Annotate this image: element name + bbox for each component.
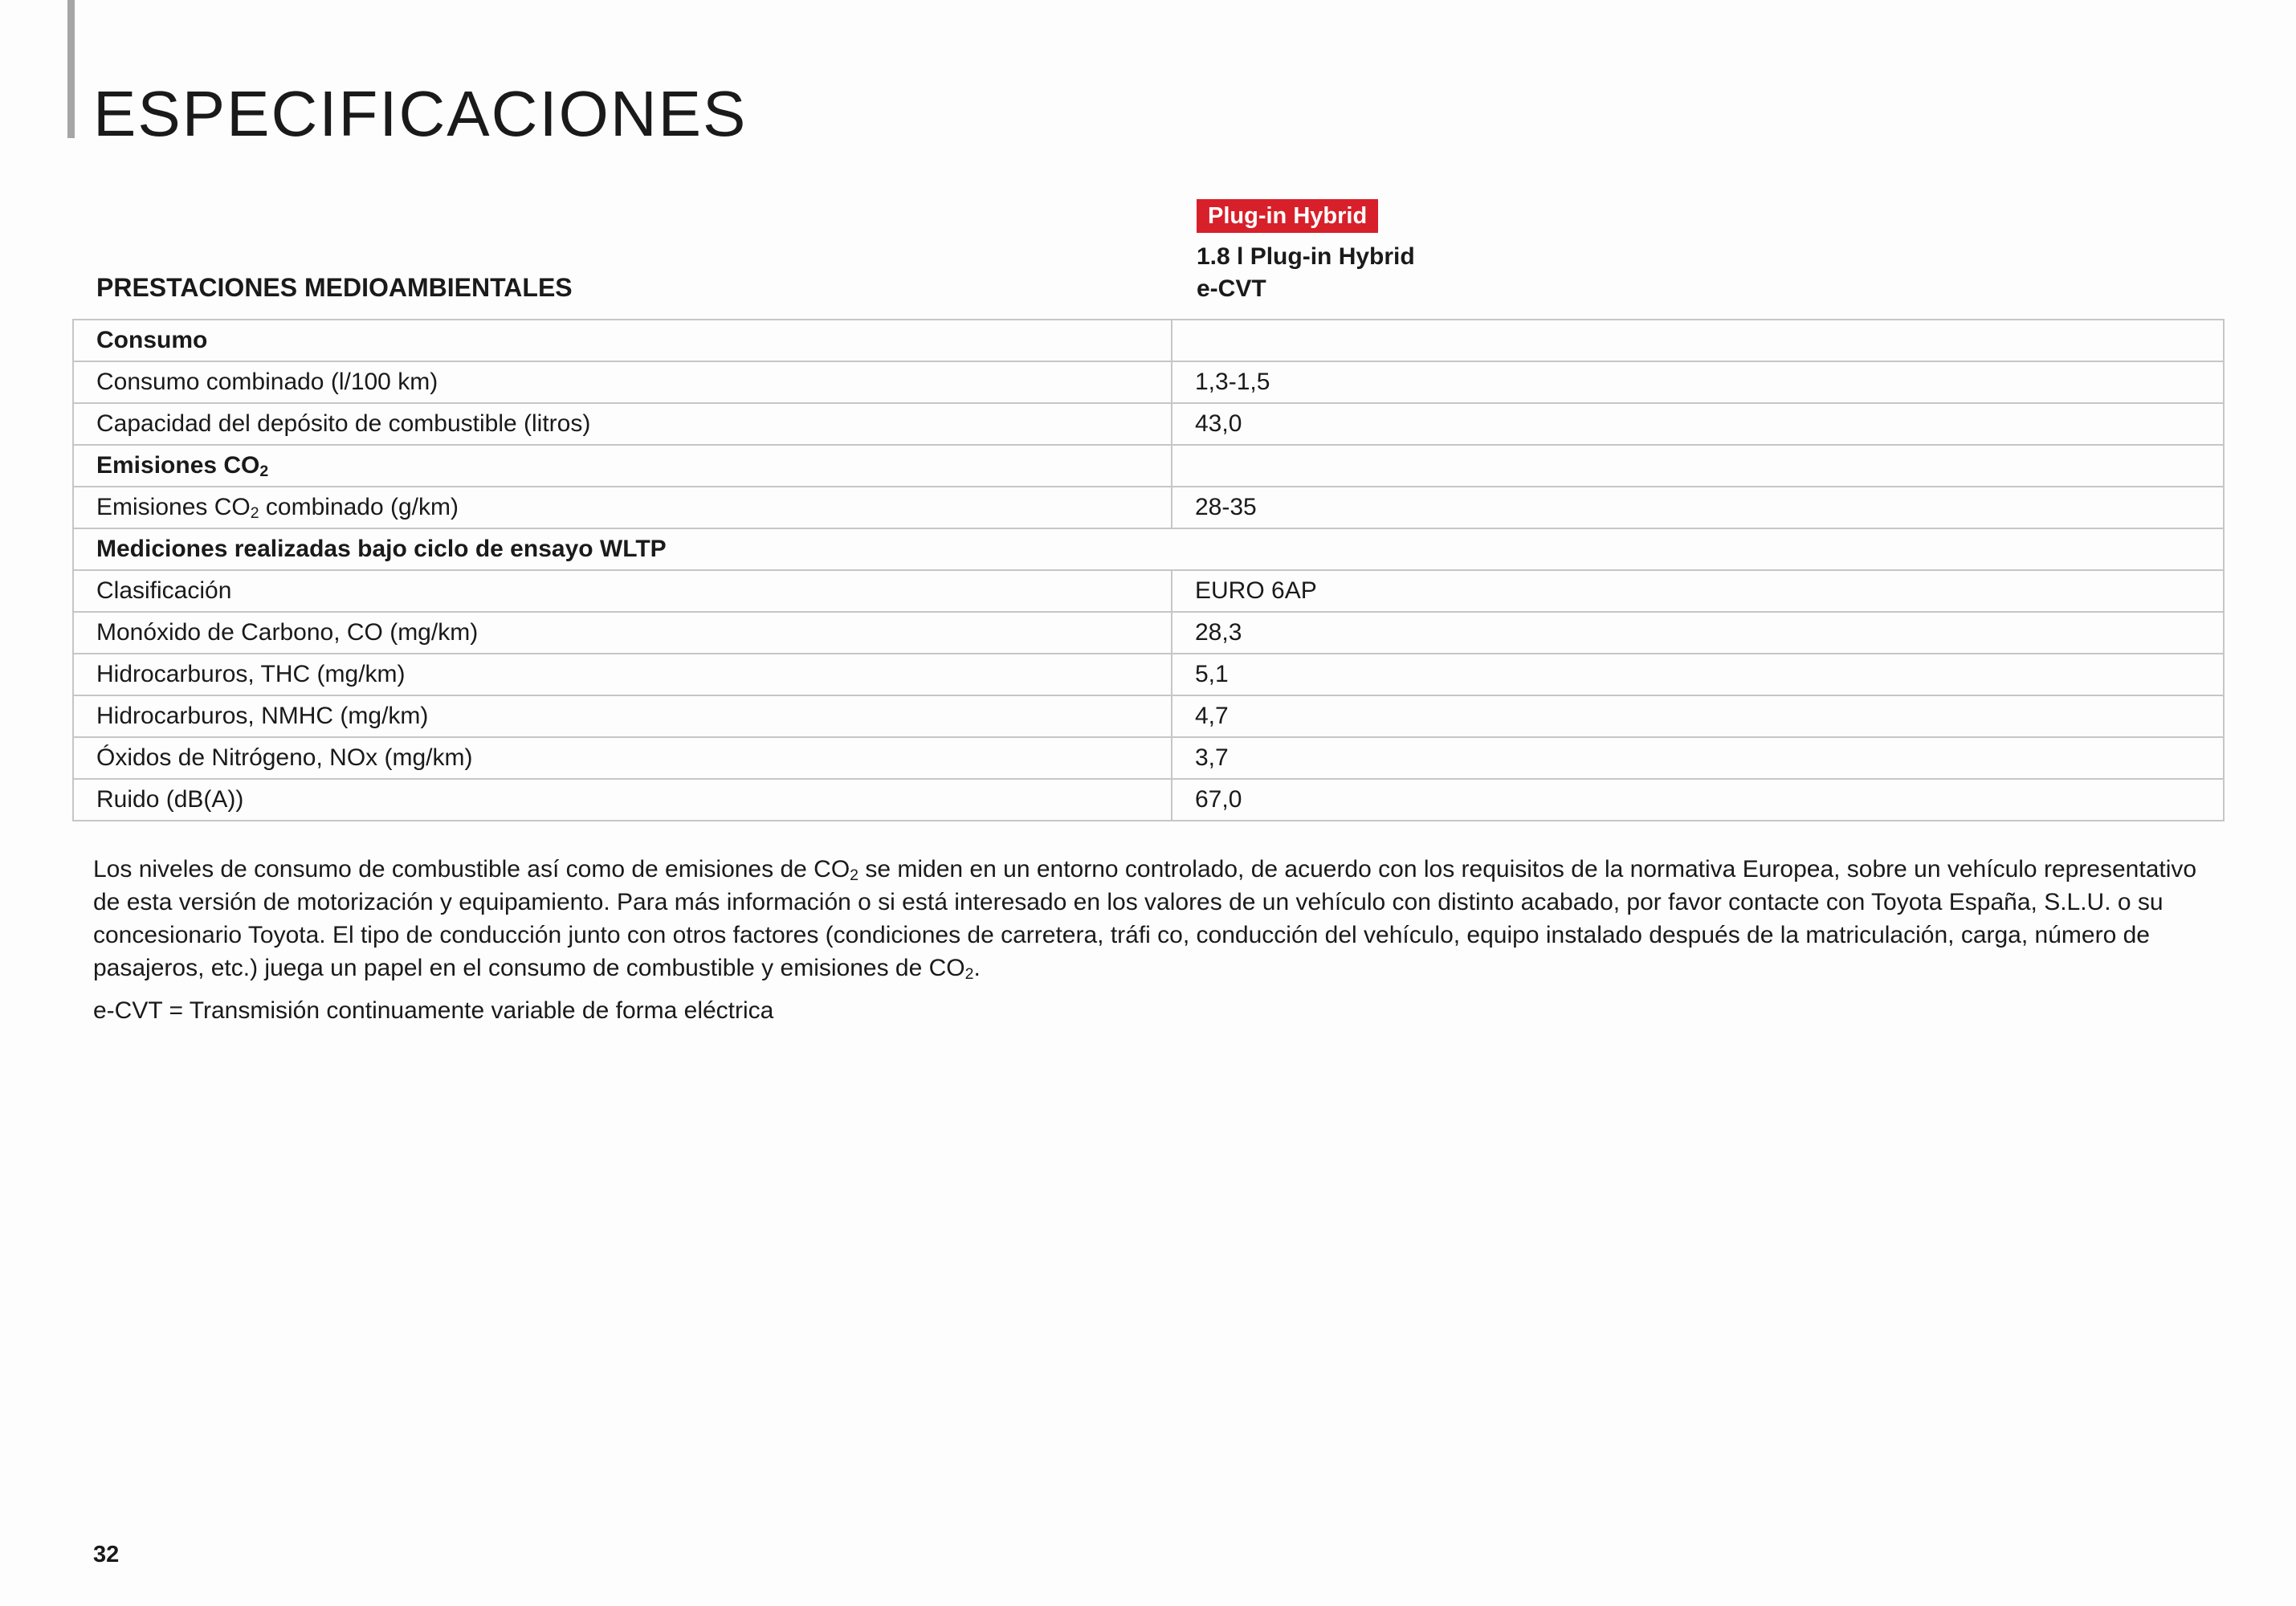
row-label: Hidrocarburos, THC (mg/km)	[73, 654, 1172, 695]
section-heading: PRESTACIONES MEDIOAMBIENTALES	[96, 273, 573, 302]
row-label: Capacidad del depósito de combustible (litros)	[73, 403, 1172, 445]
subscript-2: 2	[250, 503, 259, 522]
row-label: Ruido (dB(A))	[73, 779, 1172, 821]
row-value: 4,7	[1172, 695, 2224, 737]
row-value: 67,0	[1172, 779, 2224, 821]
row-label: Monóxido de Carbono, CO (mg/km)	[73, 612, 1172, 654]
group-label-emisiones	[73, 445, 1172, 487]
table-row	[73, 779, 2224, 821]
row-label: Óxidos de Nitrógeno, NOx (mg/km)	[73, 737, 1172, 779]
row-label: Clasificación	[73, 570, 1172, 612]
page-number: 32	[93, 1542, 120, 1567]
model-column-header	[1197, 241, 1415, 305]
subscript-2: 2	[850, 866, 859, 884]
table-row	[73, 361, 2224, 403]
row-label-suffix: combinado (g/km)	[259, 494, 459, 520]
row-value: 28,3	[1172, 612, 2224, 654]
row-label: Consumo combinado (l/100 km)	[73, 361, 1172, 403]
subscript-2: 2	[964, 964, 974, 983]
group-empty-cell	[1172, 320, 2224, 361]
row-value: 43,0	[1172, 403, 2224, 445]
spec-table	[72, 319, 2225, 821]
powertrain-badge: Plug-in Hybrid	[1197, 199, 1378, 233]
row-value: 1,3-1,5	[1172, 361, 2224, 403]
row-value: 28-35	[1172, 487, 2224, 528]
table-row	[73, 654, 2224, 695]
table-row	[73, 487, 2224, 528]
table-group-row	[73, 445, 2224, 487]
row-label: Hidrocarburos, NMHC (mg/km)	[73, 695, 1172, 737]
footnote-text-2: se miden en un entorno controlado, de acuerdo con los requisitos de la normativa Europea, sobre un vehículo representativo de esta versión de motorización y equipamiento. Para más información o si está interesado en los valores de un vehículo con distinto acabado, por favor contacte con Toyota España, S.L.U. o su concesionario Toyota. El tipo de conducción junto con otros factores (condiciones de carretera, tráfi co, conducción del vehículo, equipo instalado después de la matriculación, carga, número de pasajeros, etc.) juega un papel en el consumo de combustible y emisiones de CO	[93, 856, 2197, 981]
table-row	[73, 403, 2224, 445]
footnote-ecvt-definition: e-CVT = Transmisión continuamente variable de forma eléctrica	[93, 997, 774, 1024]
table-row	[73, 695, 2224, 737]
group-label-consumo: Consumo	[73, 320, 1172, 361]
footnote	[93, 853, 2213, 1037]
footnote-text-1: Los niveles de consumo de combustible así como de emisiones de CO	[93, 856, 850, 882]
subscript-2: 2	[259, 462, 269, 480]
footnote-text-3: .	[973, 955, 981, 981]
table-row	[73, 612, 2224, 654]
row-value: EURO 6AP	[1172, 570, 2224, 612]
group-label-wltp: Mediciones realizadas bajo ciclo de ensayo WLTP	[73, 528, 2224, 570]
model-line-1: 1.8 l Plug-in Hybrid	[1197, 243, 1415, 270]
row-label-prefix: Emisiones CO	[96, 494, 251, 520]
table-row	[73, 737, 2224, 779]
row-value: 5,1	[1172, 654, 2224, 695]
table-group-row	[73, 320, 2224, 361]
group-label-emisiones-text: Emisiones CO	[96, 452, 260, 479]
page-title: ESPECIFICACIONES	[93, 78, 748, 149]
table-row	[73, 570, 2224, 612]
model-line-2: e-CVT	[1197, 275, 1266, 302]
accent-bar	[67, 0, 75, 138]
row-label	[73, 487, 1172, 528]
row-value: 3,7	[1172, 737, 2224, 779]
footnote-paragraph	[93, 853, 2213, 984]
group-empty-cell	[1172, 445, 2224, 487]
table-group-row	[73, 528, 2224, 570]
